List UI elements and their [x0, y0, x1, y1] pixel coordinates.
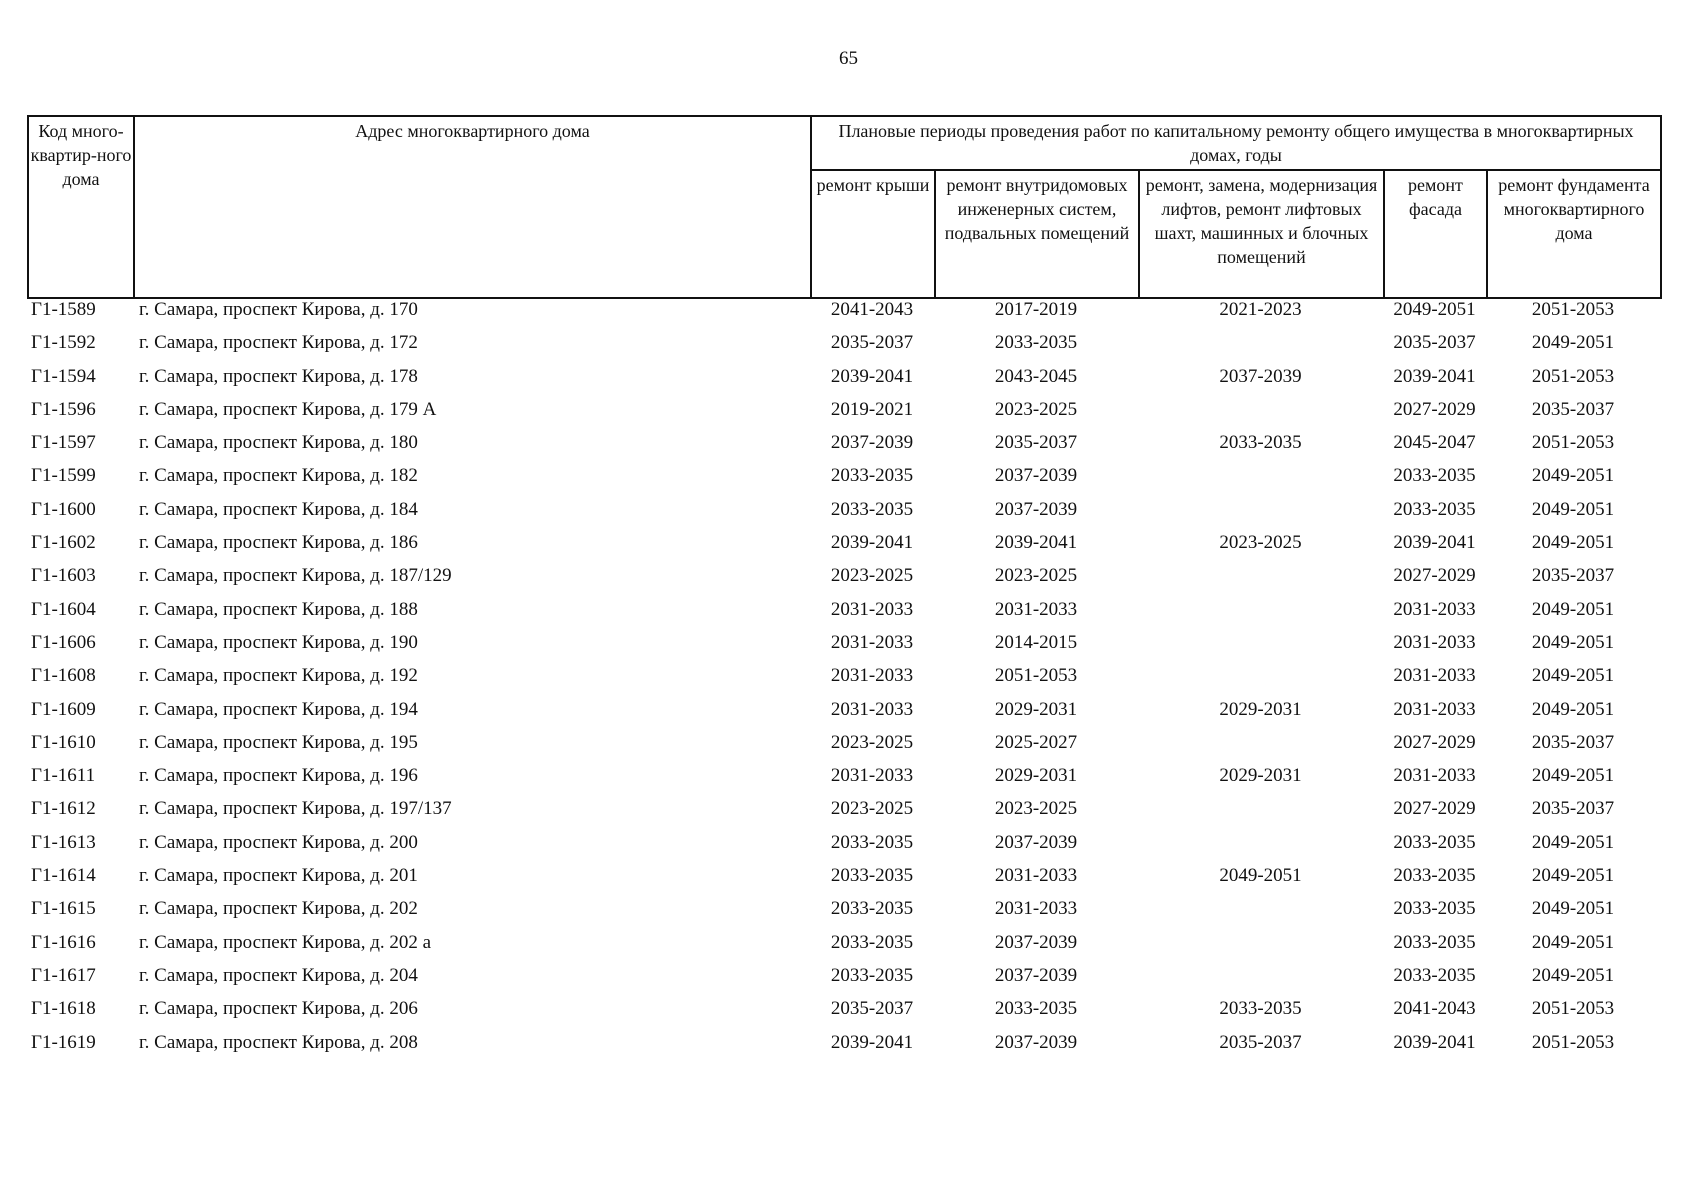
foundation-cell: 2035-2037 [1531, 731, 1615, 753]
facade-cell: 2033-2035 [1393, 964, 1476, 986]
table-row [27, 1031, 1660, 1064]
table-row [27, 431, 1660, 464]
address-cell: г. Самара, проспект Кирова, д. 206 [139, 998, 418, 1020]
roof-cell: 2033-2035 [830, 931, 914, 953]
table-row [27, 531, 1660, 564]
engineering-cell: 2033-2035 [994, 998, 1078, 1020]
foundation-cell: 2049-2051 [1531, 964, 1615, 986]
roof-cell: 2039-2041 [830, 1031, 914, 1053]
header-engineering: ремонт внутридомовых инженерных систем, подвальных помещений [935, 170, 1139, 298]
elevators-cell: 2023-2025 [1219, 532, 1302, 554]
roof-cell: 2033-2035 [830, 898, 914, 920]
header-roof: ремонт крыши [811, 170, 935, 298]
facade-cell: 2027-2029 [1393, 565, 1476, 587]
facade-cell: 2039-2041 [1393, 365, 1476, 387]
address-cell: г. Самара, проспект Кирова, д. 182 [139, 465, 418, 487]
table-body [27, 298, 1660, 1064]
facade-cell: 2031-2033 [1393, 698, 1476, 720]
roof-cell: 2035-2037 [830, 998, 914, 1020]
facade-cell: 2033-2035 [1393, 465, 1476, 487]
roof-cell: 2035-2037 [830, 332, 914, 354]
roof-cell: 2033-2035 [830, 498, 914, 520]
elevators-cell: 2033-2035 [1219, 432, 1302, 454]
facade-cell: 2033-2035 [1393, 898, 1476, 920]
engineering-cell: 2029-2031 [994, 765, 1078, 787]
table-header [27, 115, 1662, 299]
elevators-cell: 2021-2023 [1219, 299, 1302, 320]
facade-cell: 2033-2035 [1393, 865, 1476, 887]
code-cell: Г1-1615 [31, 898, 96, 920]
foundation-cell: 2049-2051 [1531, 465, 1615, 487]
engineering-cell: 2017-2019 [994, 299, 1078, 320]
foundation-cell: 2051-2053 [1531, 1031, 1615, 1053]
code-cell: Г1-1592 [31, 332, 96, 354]
engineering-cell: 2037-2039 [994, 1031, 1078, 1053]
facade-cell: 2031-2033 [1393, 631, 1476, 653]
address-cell: г. Самара, проспект Кирова, д. 200 [139, 831, 418, 853]
roof-cell: 2039-2041 [830, 365, 914, 387]
foundation-cell: 2049-2051 [1531, 665, 1615, 687]
table-row [27, 498, 1660, 531]
address-cell: г. Самара, проспект Кирова, д. 208 [139, 1031, 418, 1053]
table-row [27, 698, 1660, 731]
elevators-cell [1138, 464, 1383, 497]
engineering-cell: 2051-2053 [994, 665, 1078, 687]
header-code: Код много-квартир-ного дома [28, 116, 134, 298]
address-cell: г. Самара, проспект Кирова, д. 184 [139, 498, 418, 520]
facade-cell: 2033-2035 [1393, 831, 1476, 853]
roof-cell: 2031-2033 [830, 631, 914, 653]
code-cell: Г1-1600 [31, 498, 96, 520]
foundation-cell: 2049-2051 [1531, 765, 1615, 787]
elevators-cell [1138, 664, 1383, 697]
foundation-cell: 2051-2053 [1531, 299, 1615, 320]
engineering-cell: 2037-2039 [994, 498, 1078, 520]
roof-cell: 2031-2033 [830, 598, 914, 620]
address-cell: г. Самара, проспект Кирова, д. 178 [139, 365, 418, 387]
address-cell: г. Самара, проспект Кирова, д. 202 а [139, 931, 432, 953]
elevators-cell [1138, 331, 1383, 364]
table-row [27, 864, 1660, 897]
foundation-cell: 2049-2051 [1531, 532, 1615, 554]
header-elevators: ремонт, замена, модернизация лифтов, ремонт лифтовых шахт, машинных и блочных помещений [1139, 170, 1384, 298]
foundation-cell: 2049-2051 [1531, 498, 1615, 520]
engineering-cell: 2037-2039 [994, 964, 1078, 986]
code-cell: Г1-1617 [31, 964, 96, 986]
roof-cell: 2019-2021 [830, 398, 914, 420]
elevators-cell [1138, 398, 1383, 431]
table-row [27, 331, 1660, 364]
foundation-cell: 2035-2037 [1531, 798, 1615, 820]
table-row [27, 598, 1660, 631]
engineering-cell: 2037-2039 [994, 831, 1078, 853]
address-cell: г. Самара, проспект Кирова, д. 194 [139, 698, 418, 720]
table-row [27, 764, 1660, 797]
address-cell: г. Самара, проспект Кирова, д. 187/129 [139, 565, 452, 587]
address-cell: г. Самара, проспект Кирова, д. 197/137 [139, 798, 452, 820]
page-number: 65 [839, 48, 858, 69]
elevators-cell [1138, 598, 1383, 631]
code-cell: Г1-1604 [31, 598, 96, 620]
engineering-cell: 2043-2045 [994, 365, 1078, 387]
elevators-cell [1138, 897, 1383, 930]
roof-cell: 2023-2025 [830, 565, 914, 587]
code-cell: Г1-1613 [31, 831, 96, 853]
code-cell: Г1-1616 [31, 931, 96, 953]
code-cell: Г1-1606 [31, 631, 96, 653]
foundation-cell: 2035-2037 [1531, 565, 1615, 587]
elevators-cell [1138, 931, 1383, 964]
address-cell: г. Самара, проспект Кирова, д. 190 [139, 631, 418, 653]
code-cell: Г1-1589 [31, 299, 96, 320]
table-row [27, 831, 1660, 864]
header-address: Адрес многоквартирного дома [134, 116, 811, 298]
elevators-cell [1138, 797, 1383, 830]
code-cell: Г1-1619 [31, 1031, 96, 1053]
roof-cell: 2033-2035 [830, 865, 914, 887]
engineering-cell: 2023-2025 [994, 398, 1078, 420]
roof-cell: 2031-2033 [830, 765, 914, 787]
code-cell: Г1-1614 [31, 865, 96, 887]
code-cell: Г1-1618 [31, 998, 96, 1020]
elevators-cell: 2033-2035 [1219, 998, 1302, 1020]
engineering-cell: 2023-2025 [994, 565, 1078, 587]
facade-cell: 2031-2033 [1393, 665, 1476, 687]
roof-cell: 2031-2033 [830, 698, 914, 720]
foundation-cell: 2049-2051 [1531, 598, 1615, 620]
table-row [27, 731, 1660, 764]
engineering-cell: 2029-2031 [994, 698, 1078, 720]
engineering-cell: 2023-2025 [994, 798, 1078, 820]
facade-cell: 2039-2041 [1393, 1031, 1476, 1053]
roof-cell: 2033-2035 [830, 465, 914, 487]
roof-cell: 2039-2041 [830, 532, 914, 554]
table-row [27, 365, 1660, 398]
facade-cell: 2035-2037 [1393, 332, 1476, 354]
address-cell: г. Самара, проспект Кирова, д. 196 [139, 765, 418, 787]
facade-cell: 2049-2051 [1393, 299, 1476, 320]
code-cell: Г1-1610 [31, 731, 96, 753]
elevators-cell: 2037-2039 [1219, 365, 1302, 387]
facade-cell: 2041-2043 [1393, 998, 1476, 1020]
foundation-cell: 2049-2051 [1531, 631, 1615, 653]
engineering-cell: 2039-2041 [994, 532, 1078, 554]
facade-cell: 2039-2041 [1393, 532, 1476, 554]
foundation-cell: 2049-2051 [1531, 898, 1615, 920]
table-row [27, 664, 1660, 697]
elevators-cell: 2035-2037 [1219, 1031, 1302, 1053]
foundation-cell: 2051-2053 [1531, 998, 1615, 1020]
code-cell: Г1-1611 [31, 765, 96, 787]
address-cell: г. Самара, проспект Кирова, д. 179 А [139, 398, 437, 420]
table-row [27, 564, 1660, 597]
code-cell: Г1-1594 [31, 365, 96, 387]
code-cell: Г1-1602 [31, 532, 96, 554]
foundation-cell: 2051-2053 [1531, 432, 1615, 454]
foundation-cell: 2049-2051 [1531, 698, 1615, 720]
header-periods: Плановые периоды проведения работ по капитальному ремонту общего имущества в многоквартирных домах, годы [811, 116, 1661, 170]
address-cell: г. Самара, проспект Кирова, д. 188 [139, 598, 418, 620]
elevators-cell: 2029-2031 [1219, 765, 1302, 787]
roof-cell: 2023-2025 [830, 731, 914, 753]
code-cell: Г1-1603 [31, 565, 96, 587]
header-facade: ремонт фасада [1384, 170, 1487, 298]
facade-cell: 2045-2047 [1393, 432, 1476, 454]
engineering-cell: 2031-2033 [994, 898, 1078, 920]
roof-cell: 2023-2025 [830, 798, 914, 820]
engineering-cell: 2025-2027 [994, 731, 1078, 753]
facade-cell: 2033-2035 [1393, 931, 1476, 953]
roof-cell: 2037-2039 [830, 432, 914, 454]
engineering-cell: 2035-2037 [994, 432, 1078, 454]
facade-cell: 2031-2033 [1393, 598, 1476, 620]
table-row [27, 931, 1660, 964]
table-row [27, 897, 1660, 930]
elevators-cell [1138, 498, 1383, 531]
foundation-cell: 2035-2037 [1531, 398, 1615, 420]
facade-cell: 2031-2033 [1393, 765, 1476, 787]
facade-cell: 2027-2029 [1393, 398, 1476, 420]
foundation-cell: 2049-2051 [1531, 865, 1615, 887]
elevators-cell [1138, 831, 1383, 864]
code-cell: Г1-1609 [31, 698, 96, 720]
table-row [27, 997, 1660, 1030]
roof-cell: 2033-2035 [830, 964, 914, 986]
facade-cell: 2027-2029 [1393, 798, 1476, 820]
elevators-cell [1138, 564, 1383, 597]
roof-cell: 2031-2033 [830, 665, 914, 687]
address-cell: г. Самара, проспект Кирова, д. 180 [139, 432, 418, 454]
roof-cell: 2041-2043 [830, 299, 914, 320]
roof-cell: 2033-2035 [830, 831, 914, 853]
address-cell: г. Самара, проспект Кирова, д. 192 [139, 665, 418, 687]
code-cell: Г1-1612 [31, 798, 96, 820]
address-cell: г. Самара, проспект Кирова, д. 170 [139, 299, 418, 320]
foundation-cell: 2049-2051 [1531, 831, 1615, 853]
facade-cell: 2033-2035 [1393, 498, 1476, 520]
address-cell: г. Самара, проспект Кирова, д. 204 [139, 964, 418, 986]
address-cell: г. Самара, проспект Кирова, д. 195 [139, 731, 418, 753]
address-cell: г. Самара, проспект Кирова, д. 202 [139, 898, 418, 920]
elevators-cell: 2049-2051 [1219, 865, 1302, 887]
table-row [27, 964, 1660, 997]
elevators-cell [1138, 964, 1383, 997]
engineering-cell: 2037-2039 [994, 931, 1078, 953]
code-cell: Г1-1597 [31, 432, 96, 454]
code-cell: Г1-1596 [31, 398, 96, 420]
elevators-cell: 2029-2031 [1219, 698, 1302, 720]
engineering-cell: 2031-2033 [994, 865, 1078, 887]
table-row [27, 464, 1660, 497]
facade-cell: 2027-2029 [1393, 731, 1476, 753]
address-cell: г. Самара, проспект Кирова, д. 172 [139, 332, 418, 354]
foundation-cell: 2051-2053 [1531, 365, 1615, 387]
table-row [27, 797, 1660, 830]
table-row [27, 398, 1660, 431]
foundation-cell: 2049-2051 [1531, 931, 1615, 953]
engineering-cell: 2031-2033 [994, 598, 1078, 620]
foundation-cell: 2049-2051 [1531, 332, 1615, 354]
elevators-cell [1138, 731, 1383, 764]
engineering-cell: 2037-2039 [994, 465, 1078, 487]
address-cell: г. Самара, проспект Кирова, д. 201 [139, 865, 418, 887]
elevators-cell [1138, 631, 1383, 664]
table-row [27, 631, 1660, 664]
header-foundation: ремонт фундамента многоквартирного дома [1487, 170, 1661, 298]
code-cell: Г1-1608 [31, 665, 96, 687]
engineering-cell: 2014-2015 [994, 631, 1078, 653]
code-cell: Г1-1599 [31, 465, 96, 487]
engineering-cell: 2033-2035 [994, 332, 1078, 354]
table-row [27, 298, 1660, 331]
address-cell: г. Самара, проспект Кирова, д. 186 [139, 532, 418, 554]
